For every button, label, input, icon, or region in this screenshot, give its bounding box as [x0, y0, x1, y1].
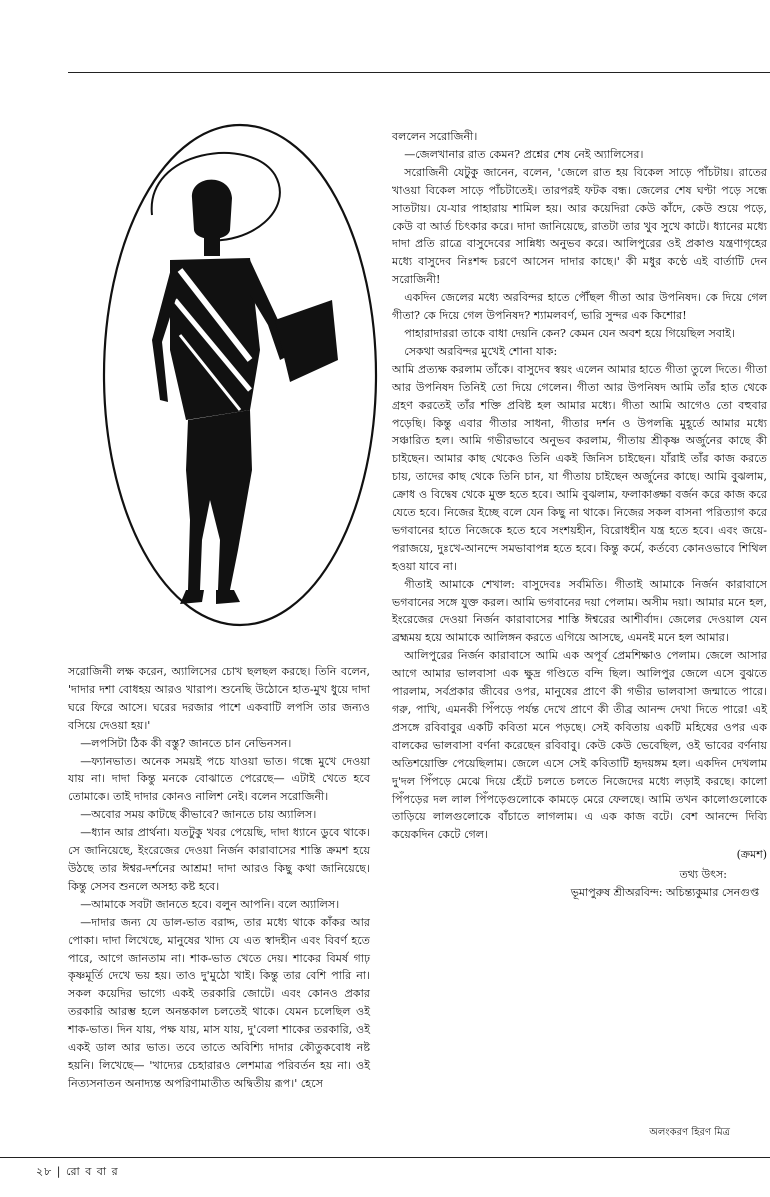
quote-paragraph: আলিপুরের নির্জন কারাবাসে আমি এক অপূর্ব প্রেমশিক্ষাও পেলাম। জেলে আসার আগে আমার ভালবাসা এক ক্ষুদ্র গণ্ডিতে বন্দি ছিল। আলিপুর জেলে এসে বুঝতে পারলাম, সর্বপ্রকার জীবের ওপর, মানুষের প্রাণে কী গভীর ভালবাসা জন্মাতে পারে। গরু, পাখি, এমনকী পিঁপড়ে পর্যন্ত দেখে প্রাণে কী তীব্র আনন্দ দেখা দিতে পারে! এই প্রসঙ্গে রবিবাবুর একটি কবিতা মনে পড়ছে। সেই কবিতায় একটি মহিষের ওপর এক বালকের ভালবাসা বর্ণনা করেছেন রবিবাবু। কেউ কেউ ভেবেছিল, ওই ভাবের বর্ণনায় অতিশয়োক্তি পেয়েছিলাম। জেলে এসে সেই কবিতাটি হৃদয়ঙ্গম হল। একদিন দেখলাম দু'দল পিঁপড়ে মেঝে দিয়ে হেঁটে চলতে চলতে নিজেদের মধ্যে লড়াই করছে। কালো পিঁপড়ের দল লাল পিঁপড়েগুলোকে কামড়ে মেরে ফেলছে। আমি তখন কালোগুলোকে তাড়িয়ে লালগুলোকে বাঁচাতে লাগলাম। এ এক কাজ বটে। বেশ আনন্দে দিব্যি কয়েকদিন কেটে গেল। — [392, 649, 767, 842]
left-foot — [180, 590, 204, 604]
legs — [186, 410, 252, 590]
illustration-credit: অলংকরণ হিরণ মিত্র — [649, 1127, 730, 1138]
quote-paragraph: আমি প্রত্যক্ষ করলাম তাঁকে। বাসুদেব স্বয়ং এলেন আমার হাতে গীতা তুলে দিতে। গীতা আর উপনিষদ তিনিই তো দিয়ে গেলেন। গীতা আর উপনিষদ আমি তাঁর হাত থেকে গ্রহণ করতেই তাঁর শক্তি প্রবিষ্ট হল আমার মধ্যে। গীতা আমি আগেও তো বহুবার পড়েছি। কিন্তু এবার গীতার সাধনা, গীতার দর্শন ও উপলব্ধি মুহূর্তে আমার মধ্যে সঞ্চারিত হল। আমি গভীরভাবে অনুভব করলাম, গীতায় শ্রীকৃষ্ণ অর্জুনের কাছে কী চাইছেন। আমার কাছ থেকেও তিনি একই জিনিস চাইছেন। যাঁরাই তাঁর কাজ করতে চায়, তাদের কাছ থেকে তিনি চান, যা গীতায় চাইছেন অর্জুনের কাছে। আমি বুঝলাম, ক্রোধ ও বিদ্বেষ থেকে মুক্ত হতে হবে। আমি বুঝলাম, ফলাকাঙ্ক্ষা বর্জন করে কাজ করে যেতে হবে। নিজের ইচ্ছে বলে যেন কিছু না থাকে। নিজের সকল বাসনা পরিত্যাগ করে ভগবানের হাতে নিজেকে হতে হবে সংশয়হীন, বিরোধহীন যন্ত্র হতে হবে। এবং জয়ে-পরাজয়ে, দুঃখে-আনন্দে সমভাবাপন্ন হতে হবে। কিন্তু কর্মে, কর্তব্যে কোনওভাবে শিথিল হওয়া যাবে না। — [392, 362, 767, 573]
paragraph: —অবোর সময় কাটছে কীভাবে? জানতে চায় অ্যালিস। — [80, 808, 317, 822]
paragraph: একদিন জেলের মধ্যে অরবিন্দর হাতে পৌঁছল গীতা আর উপনিষদ। কে দিয়ে গেল গীতা? কে দিয়ে গেল উপনিষদ? শ্যামলবর্ণ, ভারি সুন্দর এক কিশোর! — [392, 291, 767, 323]
paragraph: —ফ্যানভাত। অনেক সময়ই পচে যাওয়া ভাত। গন্ধে মুখে দেওয়া যায় না। দাদা কিন্তু মনকে বোঝাতে পেরেছে— এটাই খেতে হবে তোমাকে। তাই দাদার কোনও নালিশ নেই। বলেন সরোজিনী। — [68, 754, 370, 804]
aurobindo-quote — [392, 361, 767, 844]
paragraph: —জেলখানার রাত কেমন? প্রশ্নের শেষ নেই অ্যালিসের। — [404, 147, 644, 161]
right-foot — [216, 590, 240, 604]
left-column — [68, 663, 370, 1093]
continued-label: (ক্রমশ) — [736, 848, 767, 862]
paragraph: সরোজিনী যেটুকু জানেন, বলেন, 'জেলে রাত হয় বিকেল সাড়ে পাঁচটায়। রাতের খাওয়া বিকেল সাড়ে পাঁচটাতেই। তারপরই ফটক বন্ধ। জেলের শেষ ঘণ্টা পড়ে সন্ধে সাতটায়। যে-যার পাহারায় শামিল হয়। আর কয়েদিরা কেউ কাঁদে, কেউ শুয়ে পড়ে, কেউ বা আর্ত চিৎকার করে। দাদা জানিয়েছে, রাতটা তার খুব সুখে কাটে। ধ্যানের মধ্যে দাদা প্রতি রাত্রে বাসুদেবের সান্নিধ্য অনুভব করে। আলিপুরের ওই প্রকাণ্ড যন্ত্রণাগৃহের মধ্যে বাসুদেব নিঃশব্দ চরণে আসেন দাদার কাছে।' কী মধুর কণ্ঠে এই বার্তাটি দেন সরোজিনী! — [392, 165, 767, 287]
paragraph: —লপসিটা ঠিক কী বস্তু? জানতে চান নেভিনসন। — [80, 736, 292, 750]
neck — [204, 238, 220, 256]
source-label: তথ্য উৎস: — [679, 868, 727, 882]
page-number: ২৮ | রো ব বা র — [36, 1165, 119, 1178]
source-text: ভূমাপুরুষ শ্রীঅরবিন্দ: অচিন্ত্যকুমার সেনগুপ্ত — [570, 886, 759, 900]
paragraph: —আমাকে সবটা জানতে হবে। বলুন আপনি। বলে অ্যালিস। — [80, 897, 340, 911]
head — [192, 180, 232, 239]
paragraph: বললেন সরোজিনী। — [392, 130, 478, 143]
illustration — [100, 120, 380, 630]
top-rule — [68, 72, 770, 73]
paragraph: —ধ্যান আর প্রার্থনা। যতটুকু খবর পেয়েছি, দাদা ধ্যানে ডুবে থাকে। সে জানিয়েছে, ইংরেজের দেওয়া নির্জন কারাবাসের শাস্তি ক্রমশ হয়ে উঠছে তার ঈশ্বর-দর্শনের আশ্রম! দাদা আরও কিছু কথা জানিয়েছে। কিন্তু সেসব শুনলে অসহ্য কষ্ট হবে। — [68, 826, 370, 893]
paragraph: সেকথা অরবিন্দর মুখেই শোনা যাক: — [404, 344, 558, 358]
paragraph: সরোজিনী লক্ষ করেন, অ্যালিসের চোখ ছলছল করছে। তিনি বলেন, 'দাদার দশা বোধহয় আরও খারাপ। শুনেছি উঠোনে হাত-মুখ ধুয়ে দাদা ঘরে ফিরে আসে। ঘরের দরজার পাশে একবাটি লপসি তার জন্যও বসিয়ে দেওয়া হয়।' — [68, 665, 370, 732]
right-column — [392, 128, 767, 902]
quote-paragraph: গীতাই আমাকে শেখাল: বাসুদেবঃ সর্বমিতি। গীতাই আমাকে নির্জন কারাবাসে ভগবানের সঙ্গে যুক্ত করল। আমি ভগবানের দয়া পেলাম। অসীম দয়া। আমার মনে হল, ইংরেজের দেওয়া নির্জন কারাবাসের শাস্তি ঈশ্বরের আশীর্বাদ। জেলের দেওয়াল যেন ব্রহ্মময় হয়ে আমাকে আলিঙ্গন করতে এগিয়ে আসছে, এমনই মনে হল আমার। — [392, 577, 767, 645]
figure-drawing — [100, 120, 380, 630]
source-block — [392, 866, 767, 902]
paragraph: —দাদার জন্য যে ডাল-ভাত বরাদ্দ, তার মধ্যে থাকে কাঁকর আর পোকা। দাদা লিখেছে, মানুষের খাদ্য যে এত স্বাদহীন এবং বিবর্ণ হতে পারে, আগে জানতাম না। শাক-ভাত খেতে দেয়। শাকের বিমর্ষ গাঢ় কৃষ্ণমূর্তি দেখে ভয় হয়। তাও দু'মুঠো খাই। কিন্তু তার বেশি পারি না। সকল কয়েদির ভাগ্যে একই তরকারি জোটে। এবং কোনও প্রকার তরকারি আরম্ভ হলে অনন্তকাল চলতেই থাকে। যেমন চলেছিল ওই শাক-ভাত। দিন যায়, পক্ষ যায়, মাস যায়, দু'বেলা শাকের তরকারি, ওই একই ডাল আর ভাত। তবে তাতে অবিশ্যি দাদার কৌতুকবোধ নষ্ট হয়নি। লিখেছে— 'খাদ্যের চেহারারও লেশমাত্র পরিবর্তন হয় না। ওই নিত্যসনাতন অনাদ্যন্ত অপরিণামাতীত অদ্বিতীয় রূপ।' হেসে — [68, 915, 370, 1090]
bottom-rule — [0, 1157, 770, 1158]
paragraph: পাহারাদাররা তাকে বাধা দেয়নি কেন? কেমন যেন অবশ হয়ে গিয়েছিল সবাই। — [404, 326, 735, 340]
book — [275, 300, 338, 382]
